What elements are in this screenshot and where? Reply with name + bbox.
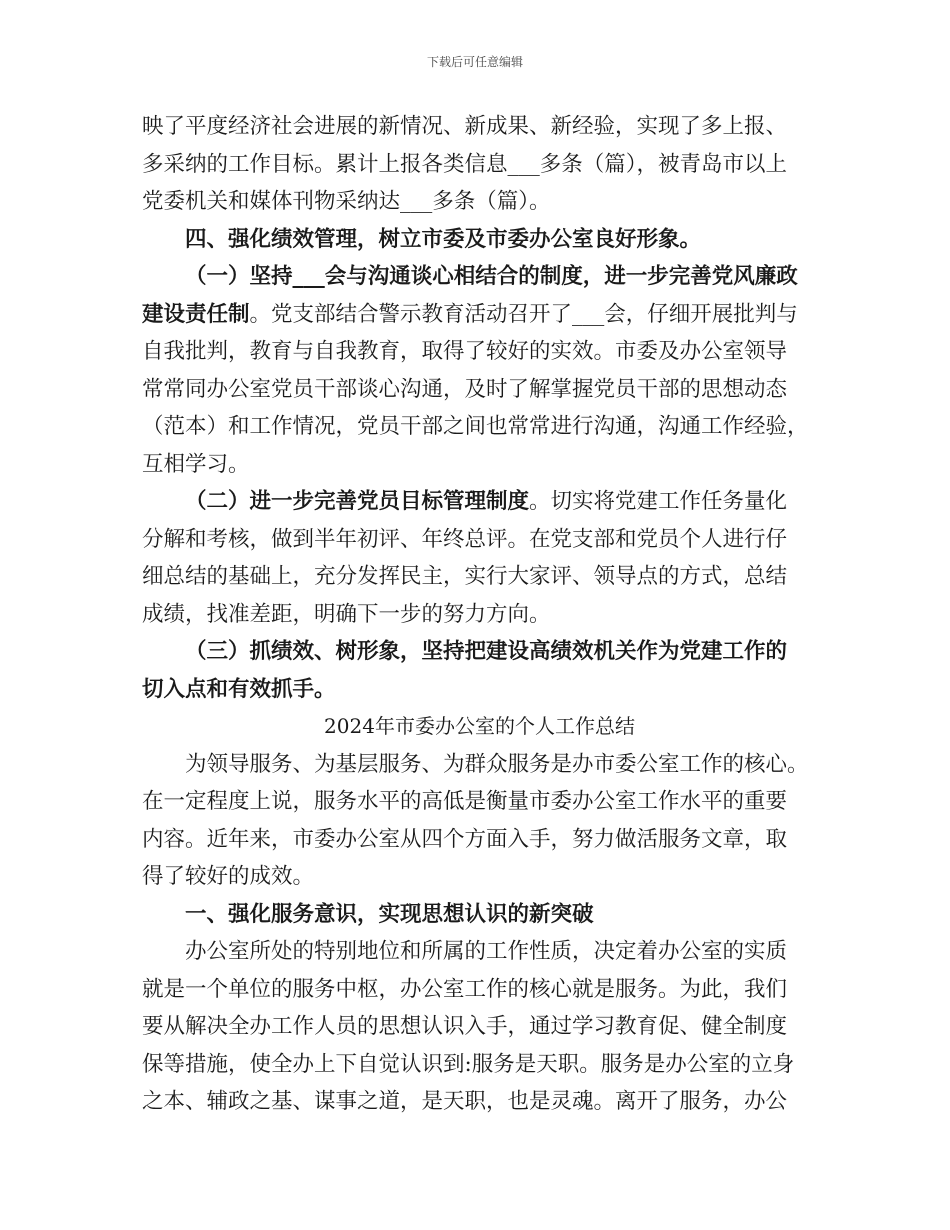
text-line: 在一定程度上说，服务水平的高低是衡量市委办公室工作水平的重要 (142, 789, 788, 814)
subsection-heading: （二）进一步完善党员目标管理制度 (185, 489, 530, 514)
text-line: 为领导服务、为基层服务、为群众服务是办市委公室工作的核心。 (185, 751, 809, 777)
text-line: 分解和考核，做到半年初评、年终总评。在党支部和党员个人进行仔 (142, 526, 788, 552)
section-heading: 一、强化服务意识，实现思想认识的新突破 (185, 901, 594, 927)
text-line: 得了较好的成效。 (142, 864, 315, 889)
text-line: 办公室所处的特别地位和所属的工作性质，决定着办公室的实质 (185, 939, 788, 964)
text-line: 多采纳的工作目标。累计上报各类信息___多条（篇），被青岛市以上 (142, 151, 788, 177)
text-line: 要从解决全办工作人员的思想认识入手，通过学习教育促、健全制度 (142, 1014, 788, 1039)
text-line (142, 483, 817, 521)
document-body (142, 108, 817, 1121)
text-line: 互相学习。 (142, 451, 250, 477)
text-line: 成绩，找准差距，明确下一步的努力方向。 (142, 601, 551, 627)
text-line: 自我批判，教育与自我教育，取得了较好的实效。市委及办公室领导 (142, 339, 788, 364)
text-run: 。党支部结合警示教育活动召开了___会，仔细开展批判与 (249, 301, 798, 327)
subsection-heading-cont: 切入点和有效抓手。 (142, 676, 336, 702)
text-line: 就是一个单位的服务中枢，办公室工作的核心就是服务。为此，我们 (142, 976, 788, 1002)
text-line: 内容。近年来，市委办公室从四个方面入手，努力做活服务文章，取 (142, 826, 788, 852)
text-line: 细总结的基础上，充分发挥民主，实行大家评、领导点的方式，总结 (142, 564, 788, 589)
page-header-note: 下载后可任意编辑 (426, 55, 523, 69)
text-line: 常常同办公室党员干部谈心沟通，及时了解掌握党员干部的思想动态 (142, 376, 788, 402)
text-line: 党委机关和媒体刊物采纳达___多条（篇）。 (142, 189, 551, 214)
text-line: 保等措施，使全办上下自觉认识到:服务是天职。服务是办公室的立身 (142, 1051, 795, 1077)
text-run: 。切实将党建工作任务量化 (529, 489, 788, 514)
text-line: 之本、辅政之基、谋事之道，是天职，也是灵魂。离开了服务，办公 (142, 1089, 788, 1114)
text-line: 映了平度经济社会进展的新情况、新成果、新经验，实现了多上报、 (142, 114, 788, 139)
text-line (142, 296, 817, 334)
subsection-heading: （三）抓绩效、树形象，坚持把建设高绩效机关作为党建工作的 (185, 639, 788, 664)
subsection-heading: （一）坚持___会与沟通谈心相结合的制度，进一步完善党风廉政 (185, 264, 798, 289)
subsection-heading-cont: 建设责任制 (142, 301, 250, 327)
section-heading: 四、强化绩效管理，树立市委及市委办公室良好形象。 (185, 226, 702, 252)
document-title: 2024年市委办公室的个人工作总结 (324, 714, 635, 738)
text-line: （范本）和工作情况，党员干部之间也常常进行沟通，沟通工作经验， (142, 414, 809, 439)
